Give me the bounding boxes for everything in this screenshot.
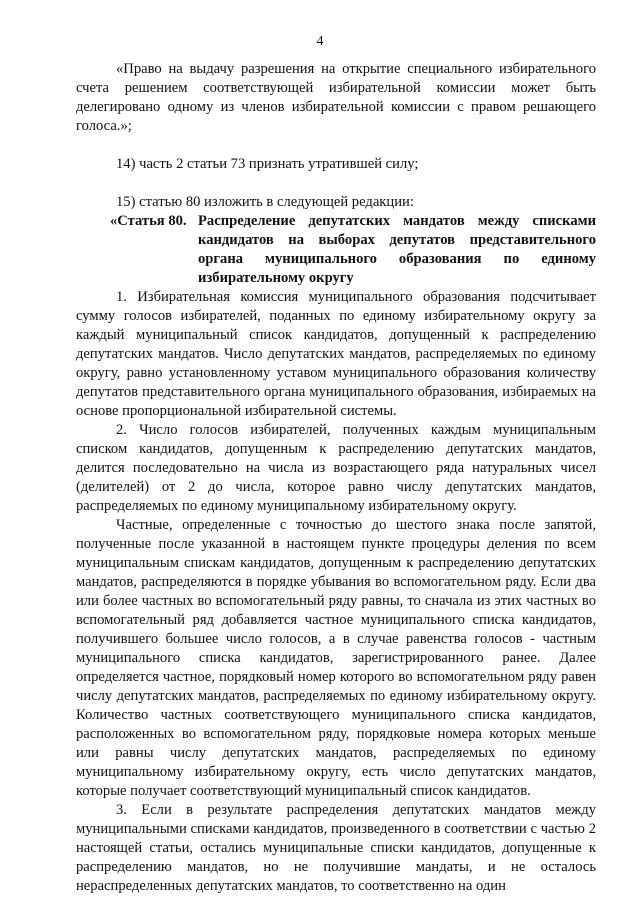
amendment-item-14: 14) часть 2 статьи 73 признать утратившей силу; xyxy=(116,156,419,172)
spacer xyxy=(76,174,596,193)
amendment-item-15: 15) статью 80 изложить в следующей редакции: xyxy=(116,194,414,210)
article-heading xyxy=(110,212,596,288)
article-paragraph-2-continued: Частные, определенные с точностью до шестого знака после запятой, полученные после указанной в настоящем пункте процедуры деления по всем муниципальным спискам кандидатов, допущенным к распределению депутатских мандатов, распределяются в порядке убывания во вспомогательном ряду. Если два или более частных во вспомогательный ряду равны, то сначала из этих частных во вспомогательный ряд добавляется частное муниципального списка кандидатов, получившего большее число голосов, а в случае равенства голосов - частным муниципального списка кандидатов, зарегистрированного ранее. Далее определяется частное, порядковый номер которого во вспомогательном ряду равен числу депутатских мандатов, распределяемых по единому избирательному округу. Количество частных соответствующего муниципального списка кандидатов, расположенных во вспомогательном ряду, порядковые номера которых меньше или равны числу депутатских мандатов, распределяемых по единому муниципальному избирательному округу, есть число депутатских мандатов, которые получает соответствующий муниципальный список кандидатов. xyxy=(76,517,596,799)
article-paragraph-1: 1. Избирательная комиссия муниципального образования подсчитывает сумму голосов избирателей, поданных по единому избирательному округу за каждый муниципальный список кандидатов, допущенный к распределению депутатских мандатов. Число депутатских мандатов, распределяемых по единому округу, равно установленному уставом муниципального образования количеству депутатов представительного органа муниципального образования, избираемых на основе пропорциональной избирательной системы. xyxy=(76,289,596,419)
article-title: Распределение депутатских мандатов между списками кандидатов на выборах депутатов представительного органа муниципального образования по единому избирательному округу xyxy=(198,213,596,286)
article-label: «Статья 80. xyxy=(110,213,187,229)
page-number: 4 xyxy=(316,34,324,49)
quote-paragraph: «Право на выдачу разрешения на открытие специального избирательного счета решением соответствующей избирательной комиссии может быть делегировано одному из членов избирательной комиссии с правом решающего голоса.»; xyxy=(76,61,596,134)
spacer xyxy=(76,136,596,155)
article-paragraph-3: 3. Если в результате распределения депутатских мандатов между муниципальными списками кандидатов, произведенного в соответствии с частью 2 настоящей статьи, остались муниципальные списки кандидатов, допущенные к распределению мандатов, но не получившие мандаты, и не осталось нераспределенных депутатских мандатов, то соответственно на один xyxy=(76,802,596,894)
document-body xyxy=(76,60,596,896)
article-paragraph-2: 2. Число голосов избирателей, полученных каждым муниципальным списком кандидатов, допущенным к распределению депутатских мандатов, делится последовательно на числа из возрастающего ряда натуральных чисел (делителей) от 2 до числа, которое равно числу депутатских мандатов, распределяемых по единому муниципальному избирательному округу. xyxy=(76,422,596,514)
